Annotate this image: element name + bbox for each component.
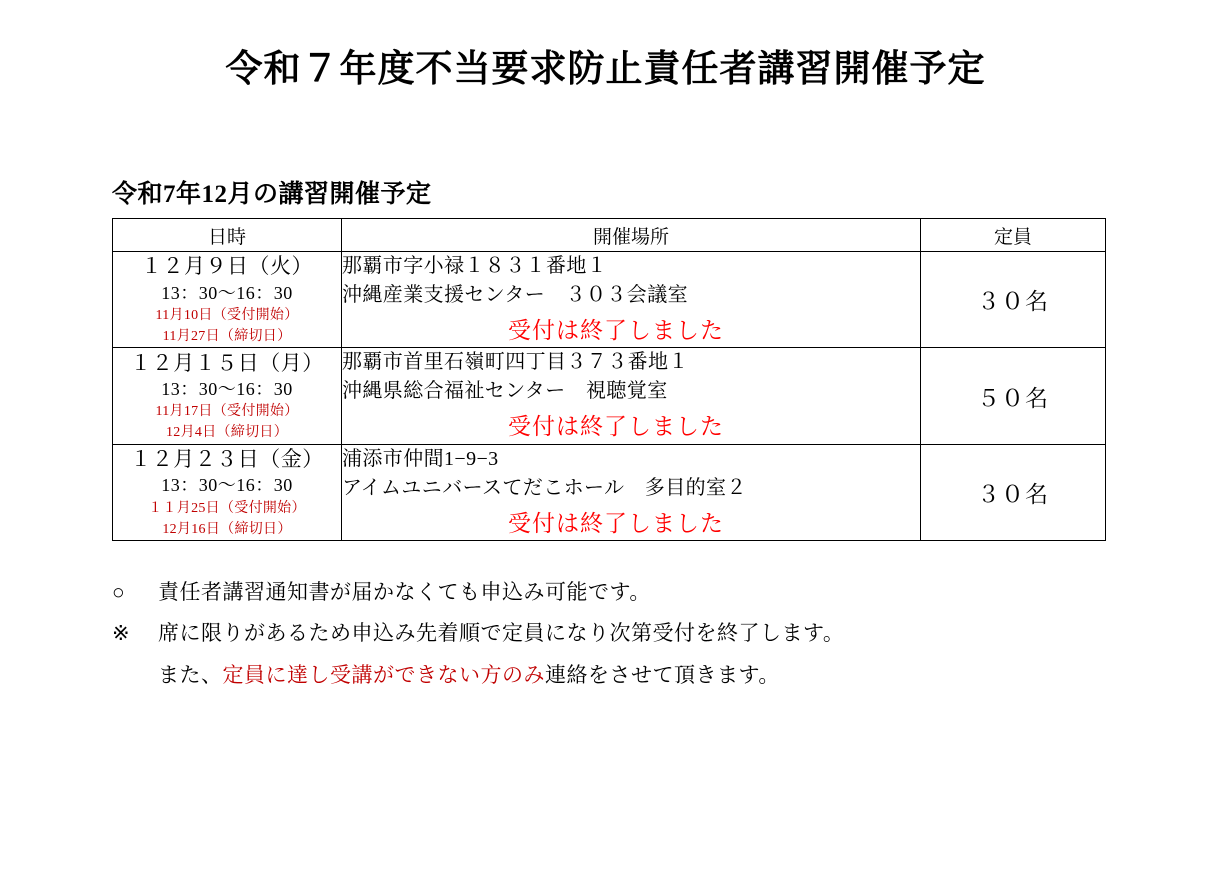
note-subtext-lead: また、 [158, 662, 223, 687]
registration-closed-note: 受付は終了しました [508, 510, 724, 536]
place-address: 浦添市仲間1−9−3 [342, 447, 499, 470]
table-row [113, 348, 1106, 444]
place-venue: 沖縄産業支援センター ３０３会議室 [342, 284, 688, 306]
note-subtext-highlight: 定員に達し受講ができない方のみ [222, 662, 545, 687]
place-address: 那覇市字小禄１８３１番地１ [342, 255, 608, 277]
note-marker-circle: ○ [112, 580, 125, 605]
note-marker-asterisk: ※ [112, 621, 130, 646]
reception-start-note: 11月10日（受付開始） [155, 308, 299, 324]
note-item [112, 620, 1211, 647]
note-subtext [158, 662, 1211, 689]
session-time: 13：30〜16：30 [161, 282, 293, 303]
place-venue: 沖縄県総合福祉センター 視聴覚室 [342, 380, 668, 403]
table-row [113, 252, 1106, 348]
place-cell [342, 444, 921, 540]
datetime-cell [113, 252, 342, 348]
place-venue: アイムユニバースてだこホール 多目的室２ [342, 476, 747, 499]
note-subtext-tail: 連絡をさせて頂きます。 [545, 662, 780, 687]
note-item [112, 579, 1211, 606]
reception-start-note: 11月17日（受付開始） [155, 404, 299, 420]
session-time: 13：30〜16：30 [161, 475, 293, 496]
table-row [113, 444, 1106, 540]
session-time: 13：30〜16：30 [161, 379, 293, 400]
note-text: 席に限りがあるため申込み先着順で定員になり次第受付を終了します。 [158, 621, 845, 646]
registration-closed-note: 受付は終了しました [508, 318, 724, 343]
datetime-cell [113, 348, 342, 444]
reception-deadline-note: 12月16日（締切日） [162, 521, 292, 537]
session-date: １２月１５日（月） [130, 350, 324, 375]
schedule-table [112, 218, 1106, 541]
place-address: 那覇市首里石嶺町四丁目３７３番地１ [342, 351, 689, 374]
registration-closed-note: 受付は終了しました [508, 414, 724, 440]
capacity-cell: ５０名 [921, 348, 1106, 444]
reception-deadline-note: 11月27日（締切日） [162, 328, 292, 344]
column-header-capacity: 定員 [921, 219, 1106, 252]
column-header-datetime: 日時 [113, 219, 342, 252]
place-cell [342, 348, 921, 444]
capacity-cell: ３０名 [921, 252, 1106, 348]
section-title: 令和7年12月の講習開催予定 [112, 181, 432, 208]
capacity-cell: ３０名 [921, 444, 1106, 540]
datetime-cell [113, 444, 342, 540]
session-date: １２月９日（火） [141, 254, 313, 279]
note-text: 責任者講習通知書が届かなくても申込み可能です。 [158, 580, 651, 605]
place-cell [342, 252, 921, 348]
session-date: １２月２３日（金） [130, 447, 324, 472]
table-header-row [113, 219, 1106, 252]
column-header-place: 開催場所 [342, 219, 921, 252]
notes-section [112, 579, 1211, 689]
reception-deadline-note: 12月4日（締切日） [166, 425, 288, 441]
page-title: 令和７年度不当要求防止責任者講習開催予定 [225, 49, 986, 90]
reception-start-note: １１月25日（受付開始） [148, 500, 306, 516]
